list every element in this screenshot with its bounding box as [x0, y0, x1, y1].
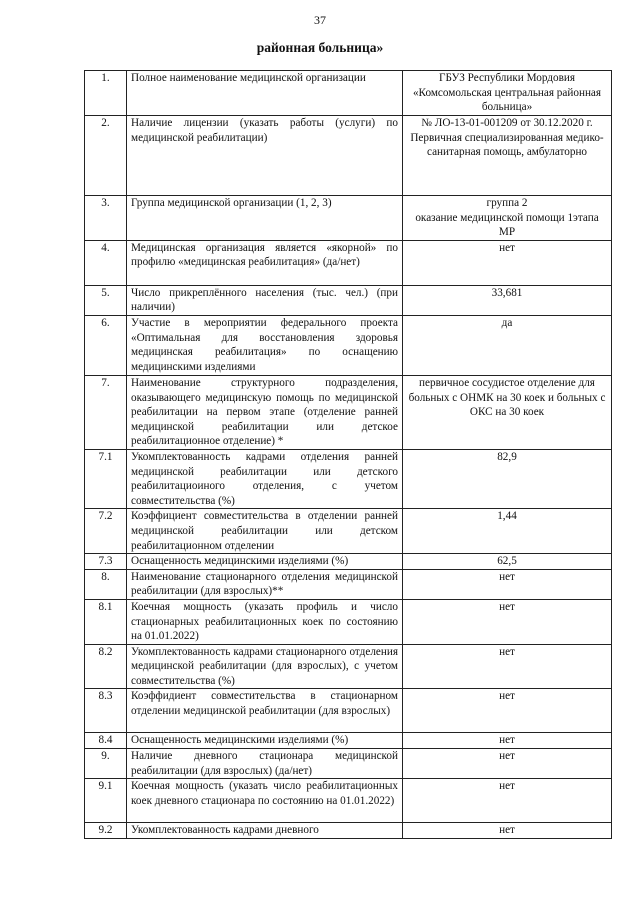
row-value-line: нет [499, 645, 515, 658]
table-row [85, 375, 612, 449]
row-number: 7.2 [85, 509, 127, 554]
row-description: Оснащенность медицинскими изделиями (%) [127, 554, 403, 570]
table-row [85, 599, 612, 644]
row-value [403, 509, 612, 554]
row-value-line: нет [499, 600, 515, 613]
row-number: 8. [85, 569, 127, 599]
table-row [85, 71, 612, 116]
table-row [85, 449, 612, 508]
section-heading: районная больница» [256, 40, 384, 55]
table-row [85, 240, 612, 285]
row-number: 8.1 [85, 599, 127, 644]
row-description: Число прикреплённого населения (тыс. чел.) (при наличии) [127, 285, 403, 315]
table-row [85, 569, 612, 599]
row-number: 7. [85, 375, 127, 449]
row-number: 8.3 [85, 689, 127, 733]
row-value-line: 1,44 [497, 510, 517, 523]
row-value [403, 689, 612, 733]
row-description: Наименование структурного подразделения, оказывающего медицинскую помощь по медицинской реабилитации на первом этапе (отделение ранней медицинской реабилитации или детское реабилитационное отделение) * [127, 375, 403, 449]
row-value-line: группа 2 [486, 197, 528, 209]
table-row [85, 509, 612, 554]
table-row [85, 116, 612, 196]
row-number: 6. [85, 315, 127, 375]
table-row [85, 779, 612, 823]
row-value-line: № ЛО-13-01-001209 от 30.12.2020 г. [421, 117, 593, 129]
page-number: 37 [314, 13, 326, 27]
table-row [85, 689, 612, 733]
row-value [403, 375, 612, 449]
row-description: Коэффициент совместительства в отделении ранней медицинской реабилитации или детском реабилитационном отделении [127, 509, 403, 554]
row-number: 9.1 [85, 779, 127, 823]
row-value [403, 823, 612, 839]
table-row [85, 554, 612, 570]
row-value-line: 33,681 [491, 286, 523, 299]
row-value [403, 449, 612, 508]
table-row [85, 285, 612, 315]
row-value-line: оказание медицинской помощи 1этапа МР [415, 211, 599, 239]
row-value [403, 779, 612, 823]
row-value-line: нет [499, 750, 515, 763]
row-value-line: ГБУЗ Республики Мордовия «Комсомольская центральная районная больница» [412, 72, 602, 114]
row-value-line: 82,9 [497, 450, 517, 463]
table-row [85, 733, 612, 749]
row-description: Коэффидиент совместительства в стационарном отделении медицинской реабилитации (для взрослых) [127, 689, 403, 733]
row-value [403, 285, 612, 315]
row-number: 7.1 [85, 449, 127, 508]
row-value-line: 62,5 [497, 555, 517, 568]
row-number: 1. [85, 71, 127, 116]
row-number: 9. [85, 749, 127, 779]
row-value [403, 116, 612, 196]
row-number: 3. [85, 196, 127, 241]
row-description: Коечная мощность (указать профиль и число стационарных реабилитационных коек по состоянию на 01.01.2022) [127, 599, 403, 644]
row-description: Полное наименование медицинской организации [127, 71, 403, 116]
row-value-line: первичное сосудистое отделение для больных с ОНМК на 30 коек и больных с ОКС на 30 коек [408, 376, 606, 419]
row-value-line: да [501, 316, 513, 329]
organization-info-table [84, 70, 612, 839]
row-description: Укомплектованность кадрами стационарного отделения медицинской реабилитации (для взрослых), с учетом совместительства (%) [127, 644, 403, 689]
table-row [85, 749, 612, 779]
row-description: Укомплектованность кадрами дневного [127, 823, 403, 839]
row-description: Наименование стационарного отделения медицинской реабилитации (для взрослых)** [127, 569, 403, 599]
row-value-line: Первичная специализированная медико-санитарная помощь, амбулаторно [410, 131, 604, 159]
row-value [403, 71, 612, 116]
row-value [403, 599, 612, 644]
row-value [403, 644, 612, 689]
table-row [85, 315, 612, 375]
row-value [403, 749, 612, 779]
row-number: 9.2 [85, 823, 127, 839]
row-description: Наличие лицензии (указать работы (услуги) по медицинской реабилитации) [127, 116, 403, 196]
row-description: Медицинская организация является «якорной» по профилю «медицинская реабилитация» (да/нет) [127, 240, 403, 285]
row-value [403, 554, 612, 570]
row-description: Оснащенность медицинскими изделиями (%) [127, 733, 403, 749]
row-number: 4. [85, 240, 127, 285]
row-number: 2. [85, 116, 127, 196]
row-value [403, 240, 612, 285]
table-row [85, 644, 612, 689]
table-row [85, 196, 612, 241]
row-description: Участие в мероприятии федерального проекта «Оптимальная для восстановления здоровья медицинская реабилитация» по оснащению медицинскими изделиями [127, 315, 403, 375]
row-value-line: нет [499, 824, 515, 837]
row-description: Укомплектованность кадрами отделения ранней медицинской реабилитации или детского реабилитациоиного отделения, с учетом совместительства (%) [127, 449, 403, 508]
row-value [403, 196, 612, 241]
row-number: 8.2 [85, 644, 127, 689]
row-value-line: нет [499, 690, 515, 703]
row-description: Группа медицинской организации (1, 2, 3) [127, 196, 403, 241]
row-description: Наличие дневного стационара медицинской реабилитации (для взрослых) (да/нет) [127, 749, 403, 779]
row-value [403, 733, 612, 749]
row-value [403, 315, 612, 375]
row-value-line: нет [499, 570, 515, 583]
row-number: 8.4 [85, 733, 127, 749]
row-number: 7.3 [85, 554, 127, 570]
table-row [85, 823, 612, 839]
row-value [403, 569, 612, 599]
row-value-line: нет [499, 241, 515, 254]
row-value-line: нет [499, 734, 515, 747]
row-value-line: нет [499, 780, 515, 793]
row-number: 5. [85, 285, 127, 315]
row-description: Коечная мощность (указать число реабилитационных коек дневного стационара по состоянию на 01.01.2022) [127, 779, 403, 823]
